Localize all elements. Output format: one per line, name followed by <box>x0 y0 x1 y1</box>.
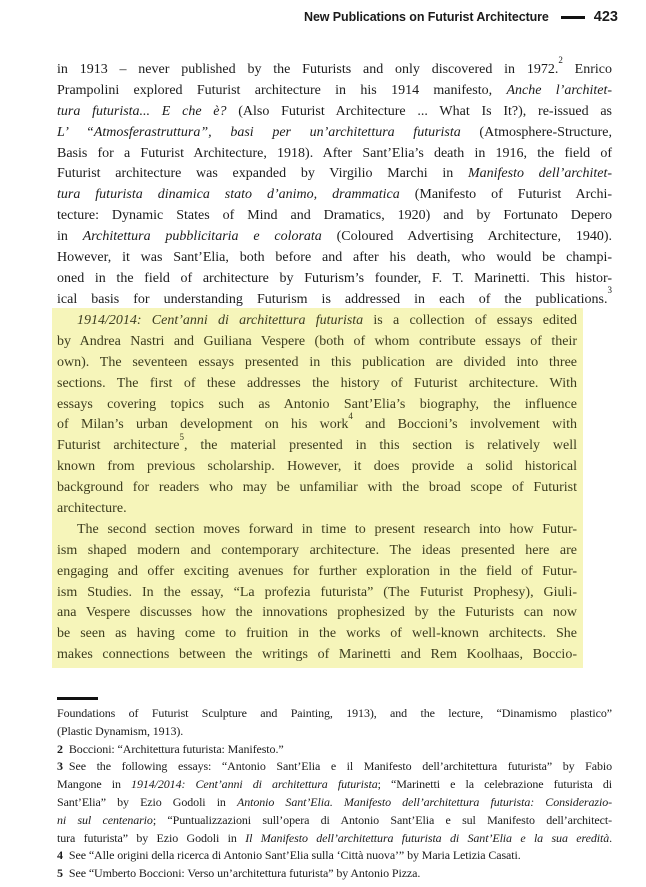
text-line: be seen as having come to fruition in the works of well-known architects. She <box>57 626 577 642</box>
text-line: tura futurista... E che è? (Also Futurist Architecture ... What Is It?), re-issued as <box>57 103 612 119</box>
text-line: ni sul centenario; “Puntualizzazioni sull’opera di Antonio Sant’Elia e sul Manifesto dell’architect- <box>57 812 612 827</box>
text-line: However, it was Sant’Elia, both before and after his death, who would be champi- <box>57 250 612 266</box>
text-line: (Plastic Dynamism, 1913). <box>57 723 184 738</box>
footnotes-section <box>57 705 612 883</box>
text-line: background for readers who may be unfamiliar with the broad scope of Futurist <box>57 480 577 496</box>
text-line: 5 See “Umberto Boccioni: Verso un’architettura futurista” by Antonio Pizza. <box>57 866 421 881</box>
text-line: Futurist architecture was expanded by Virgilio Marchi in Manifesto dell’architet- <box>57 166 613 182</box>
text-line: in Architettura pubblicitaria e colorata (Coloured Advertising Architecture, 1940). <box>57 229 612 245</box>
text-line: engaging and offer exciting avenues for further exploration in the field of Futur- <box>57 563 577 579</box>
text-line: known from previous scholarship. However, it does provide a solid historical <box>57 459 577 475</box>
footnote-separator-rule <box>57 697 98 700</box>
text-line: ical basis for understanding Futurism is addressed in each of the publications.$^3$ <box>57 285 612 307</box>
paragraph-review-book <box>57 311 577 520</box>
text-line: ism Studies. In the essay, “La profezia futurista” (The Futurist Prophesy), Giuli- <box>57 584 577 600</box>
running-head-title: New Publications on Futurist Architecture <box>304 10 549 24</box>
paragraph-intro <box>57 55 613 311</box>
text-line: ana Vespere discusses how the innovations prophesized by the Futurists can now <box>57 605 577 621</box>
text-line: 2 Boccioni: “Architettura futurista: Manifesto.” <box>57 741 284 756</box>
text-line: tura futurista dinamica stato d’animo, drammatica (Manifesto of Futurist Archi- <box>57 187 613 203</box>
text-line: in 1913 – never published by the Futurists and only discovered in 1972.$^2$ Enrico <box>57 55 612 77</box>
page-number: 423 <box>593 9 618 25</box>
text-line: essays covering topics such as Antonio Sant’Elia’s biography, the influence <box>57 396 577 412</box>
header-dash-rule <box>561 16 585 19</box>
text-line: Mangone in 1914/2014: Cent’anni di architettura futurista; “Marinetti e la celebrazione futurista di <box>57 777 613 792</box>
text-line: own). The seventeen essays presented in this publication are divided into three <box>57 354 577 370</box>
text-line: Basis for a Futurist Architecture, 1918). After Sant’Elia’s death in 1916, the field of <box>57 145 612 161</box>
text-line: sections. The first of these addresses the history of Futurist architecture. With <box>57 375 577 391</box>
text-line: architecture. <box>57 501 127 517</box>
text-line: makes connections between the writings of Marinetti and Rem Koolhaas, Boccio- <box>57 647 577 663</box>
text-line: Prampolini explored Futurist architecture in his 1914 manifesto, Anche l’architet- <box>57 82 613 98</box>
highlight-block <box>52 308 583 668</box>
text-line: ism shaped modern and contemporary architecture. The ideas presented here are <box>57 542 577 558</box>
text-line: The second section moves forward in time to present research into how Futur- <box>77 521 577 537</box>
text-line: 3 See the following essays: “Antonio Sant’Elia e il Manifesto dell’architettura futurista” by Fabio <box>57 759 612 774</box>
text-line: by Andrea Nastri and Guiliana Vespere (both of whom contribute essays of their <box>57 333 577 349</box>
text-line: 4 See “Alle origini della ricerca di Antonio Sant’Elia sulla ‘Città nuova’” by Maria Letizia Casati. <box>57 848 521 863</box>
text-line: Futurist architecture$^5$, the material presented in this section is relatively well <box>57 431 577 454</box>
running-head <box>304 9 618 25</box>
text-line: tura futurista” by Ezio Godoli in Il Manifesto dell’architettura futurista di Sant’Elia e la sua eredità. <box>57 830 612 845</box>
text-line: of Milan’s urban development on his work$^4$ and Boccioni’s involvement with <box>57 410 577 433</box>
text-line: L’ “Atmosferastruttura”, basi per un’architettura futurista (Atmosphere-Structure, <box>57 124 612 140</box>
text-line: oned in the field of architecture by Futurism’s founder, F. T. Marinetti. This histor- <box>57 270 612 286</box>
text-line: tecture: Dynamic States of Mind and Dramatics, 1920) and by Fortunato Depero <box>57 208 612 224</box>
text-line: Sant’Elia” by Ezio Godoli in Antonio Sant’Elia. Manifesto dell’architettura futurista: Considerazio- <box>57 794 612 809</box>
text-line: 1914/2014: Cent’anni di architettura futurista is a collection of essays edited <box>77 313 577 328</box>
paragraph-review-section2 <box>57 520 577 666</box>
text-line: Foundations of Futurist Sculpture and Painting, 1913), and the lecture, “Dinamismo plastico” <box>57 706 612 720</box>
